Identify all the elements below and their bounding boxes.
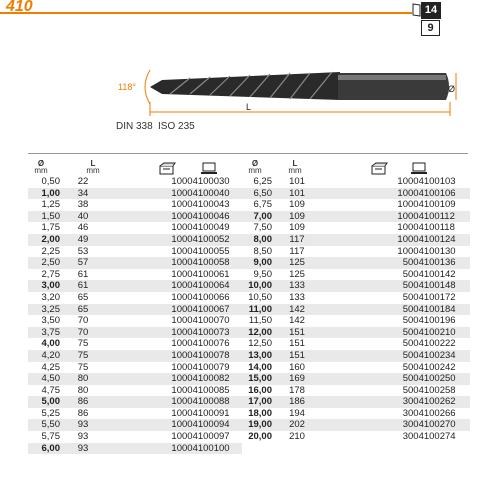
diameter-cell: 10,50 <box>248 291 272 303</box>
diameter-cell: 13,00 <box>242 350 272 362</box>
length-cell: 194 <box>289 407 305 419</box>
article-code-cell: 004100070 <box>182 315 230 327</box>
pack-qty-cell: 5 <box>402 291 408 303</box>
diameter-cell: 7,50 <box>253 222 272 234</box>
pack-qty-cell: 10 <box>106 304 182 316</box>
pack-qty-cell: 10 <box>322 234 408 246</box>
table-row <box>242 176 470 188</box>
length-cell: 178 <box>289 384 305 396</box>
table-row <box>28 327 242 339</box>
pack-qty-cell: 5 <box>402 361 408 373</box>
length-cell: 169 <box>272 373 322 385</box>
article-code-cell: 004100073 <box>182 327 242 339</box>
length-cell: 117 <box>272 234 322 246</box>
computer-icon <box>410 162 428 175</box>
article-code-cell: 004100109 <box>408 199 456 211</box>
length-cell: 75 <box>77 338 89 350</box>
pack-qty-cell: 5 <box>322 350 408 362</box>
article-code-cell: 004100172 <box>408 291 456 303</box>
length-cell: 57 <box>60 257 106 269</box>
table-row <box>28 373 242 385</box>
pack-qty-cell: 10 <box>171 384 182 396</box>
article-code-cell: 004100262 <box>408 396 470 408</box>
diameter-cell: 1,75 <box>41 222 60 234</box>
article-code-cell: 004100242 <box>408 361 456 373</box>
diameter-cell: 1,50 <box>28 211 60 223</box>
article-code-cell: 004100142 <box>408 268 456 280</box>
article-code-cell: 004100100 <box>182 443 242 455</box>
length-cell: 125 <box>272 257 322 269</box>
length-cell: 109 <box>272 211 322 223</box>
article-code-cell: 004100061 <box>182 268 230 280</box>
article-code-cell: 004100274 <box>408 431 456 443</box>
table-row <box>28 199 242 211</box>
pack-qty-cell: 10 <box>171 291 182 303</box>
drill-table-right <box>242 176 470 443</box>
table-row <box>28 315 242 327</box>
length-cell: 40 <box>60 211 106 223</box>
diameter-label: Ø <box>448 84 456 94</box>
table-row <box>28 188 242 200</box>
table-row <box>242 408 470 420</box>
length-cell: 109 <box>289 199 305 211</box>
diameter-cell: 9,00 <box>242 257 272 269</box>
pack-qty-cell: 10 <box>106 257 182 269</box>
pack-qty-cell: 10 <box>322 188 408 200</box>
article-code-cell: 004100103 <box>408 176 456 187</box>
article-code-cell: 004100088 <box>182 396 242 408</box>
diameter-cell: 20,00 <box>248 431 272 443</box>
article-code-cell: 004100097 <box>182 431 230 443</box>
length-cell: 49 <box>60 234 106 246</box>
diameter-cell: 2,25 <box>41 245 60 257</box>
length-cell: 65 <box>77 291 89 303</box>
table-row <box>242 211 470 223</box>
article-code-cell: 004100112 <box>408 211 470 223</box>
length-cell: 125 <box>289 268 305 280</box>
pack-qty-cell: 3 <box>402 407 408 419</box>
diameter-cell: 17,00 <box>242 396 272 408</box>
table-row <box>242 315 470 327</box>
length-cell: 101 <box>272 188 322 200</box>
pack-qty-cell: 10 <box>106 396 182 408</box>
pack-qty-cell: 5 <box>402 315 408 327</box>
table-row <box>28 222 242 234</box>
article-code-cell: 004100196 <box>408 315 456 327</box>
pack-qty-cell: 10 <box>171 199 182 211</box>
diameter-cell: 6,00 <box>28 443 60 455</box>
article-code-cell: 004100130 <box>408 245 456 257</box>
sub-badge: 9 <box>421 20 440 36</box>
article-code-cell: 004100030 <box>182 176 230 187</box>
diameter-cell: 12,00 <box>242 327 272 339</box>
pack-qty-cell: 10 <box>171 431 182 443</box>
package-icon <box>158 162 176 175</box>
table-row <box>28 408 242 420</box>
table-row <box>28 396 242 408</box>
article-code-cell: 004100066 <box>182 291 230 303</box>
table-row <box>242 419 470 431</box>
length-cell: 93 <box>77 431 89 443</box>
header-length-right: L mm <box>288 159 302 175</box>
standard-iso: ISO 235 <box>158 121 195 132</box>
diameter-cell: 10,00 <box>242 280 272 292</box>
length-cell: 142 <box>289 315 305 327</box>
computer-icon <box>200 162 218 175</box>
pack-qty-cell: 10 <box>106 188 182 200</box>
pack-qty-cell: 10 <box>171 245 182 257</box>
table-row <box>242 396 470 408</box>
diameter-cell: 2,00 <box>28 234 60 246</box>
pack-qty-cell: 10 <box>106 327 182 339</box>
table-row <box>242 257 470 269</box>
length-label: L <box>246 102 252 112</box>
table-row <box>28 211 242 223</box>
standard-din: DIN 338 <box>116 121 153 132</box>
diameter-cell: 3,00 <box>28 280 60 292</box>
length-cell: 75 <box>60 350 106 362</box>
pack-qty-cell: 10 <box>106 443 182 455</box>
table-row <box>28 385 242 397</box>
length-cell: 160 <box>289 361 305 373</box>
article-code-cell: 004100148 <box>408 280 470 292</box>
table-row <box>28 419 242 431</box>
article-code-cell: 004100136 <box>408 257 470 269</box>
diameter-cell: 1,25 <box>41 199 60 211</box>
diameter-cell: 4,20 <box>28 350 60 362</box>
pack-qty-cell: 5 <box>402 268 408 280</box>
pack-qty-cell: 3 <box>322 419 408 431</box>
diameter-cell: 7,00 <box>242 211 272 223</box>
pack-qty-cell: 10 <box>171 222 182 234</box>
table-row <box>242 304 470 316</box>
article-code-cell: 004100055 <box>182 245 230 257</box>
diameter-cell: 2,50 <box>28 257 60 269</box>
table-row <box>28 280 242 292</box>
pack-qty-cell: 10 <box>106 350 182 362</box>
pack-qty-cell: 5 <box>402 338 408 350</box>
pack-qty-cell: 10 <box>397 245 408 257</box>
page-badge: 14 <box>421 2 441 19</box>
length-cell: 70 <box>77 315 89 327</box>
length-cell: 22 <box>77 176 89 187</box>
length-cell: 61 <box>77 268 89 280</box>
length-cell: 80 <box>77 384 89 396</box>
article-code-cell: 004100043 <box>182 199 230 211</box>
article-code-cell: 004100049 <box>182 222 230 234</box>
diameter-cell: 15,00 <box>242 373 272 385</box>
table-row <box>242 246 470 258</box>
pack-qty-cell: 5 <box>322 304 408 316</box>
article-code-cell: 004100058 <box>182 257 242 269</box>
pack-qty-cell: 5 <box>402 384 408 396</box>
table-row <box>242 338 470 350</box>
diameter-cell: 12,50 <box>248 338 272 350</box>
table-row <box>28 176 242 188</box>
length-cell: 70 <box>60 327 106 339</box>
article-code-cell: 004100076 <box>182 338 230 350</box>
length-cell: 133 <box>272 280 322 292</box>
pack-qty-cell: 10 <box>397 176 408 187</box>
diameter-cell: 6,50 <box>242 188 272 200</box>
diameter-cell: 8,00 <box>242 234 272 246</box>
article-code-cell: 004100266 <box>408 407 456 419</box>
table-row <box>28 350 242 362</box>
length-cell: 151 <box>289 338 305 350</box>
pack-qty-cell: 10 <box>397 199 408 211</box>
diameter-cell: 11,50 <box>248 315 272 327</box>
article-code-cell: 004100046 <box>182 211 242 223</box>
article-code-cell: 004100091 <box>182 407 230 419</box>
diameter-cell: 8,50 <box>253 245 272 257</box>
diameter-cell: 9,50 <box>253 268 272 280</box>
pack-qty-cell: 10 <box>397 222 408 234</box>
table-row <box>28 443 242 455</box>
table-row <box>242 222 470 234</box>
pack-qty-cell: 10 <box>171 268 182 280</box>
table-row <box>242 350 470 362</box>
article-code-cell: 004100124 <box>408 234 470 246</box>
article-code-cell: 004100270 <box>408 419 470 431</box>
header-diameter-right: Ø mm <box>248 159 262 175</box>
angle-label: 118° <box>118 82 136 92</box>
length-cell: 93 <box>60 419 106 431</box>
table-row <box>28 362 242 374</box>
article-code-cell: 004100078 <box>182 350 242 362</box>
table-row <box>242 292 470 304</box>
length-cell: 46 <box>77 222 89 234</box>
length-cell: 151 <box>272 327 322 339</box>
pack-qty-cell: 10 <box>171 361 182 373</box>
diameter-cell: 18,00 <box>248 407 272 419</box>
pack-qty-cell: 10 <box>106 280 182 292</box>
length-cell: 202 <box>272 419 322 431</box>
article-code-cell: 004100234 <box>408 350 470 362</box>
diameter-cell: 5,50 <box>28 419 60 431</box>
diameter-cell: 4,25 <box>41 361 60 373</box>
table-row <box>242 362 470 374</box>
pack-qty-cell: 5 <box>322 280 408 292</box>
drill-table-left <box>28 176 242 454</box>
diameter-cell: 2,75 <box>41 268 60 280</box>
article-code-cell: 004100040 <box>182 188 242 200</box>
pack-qty-cell: 5 <box>322 373 408 385</box>
pack-qty-cell: 5 <box>322 257 408 269</box>
pack-qty-cell: 5 <box>322 327 408 339</box>
length-cell: 34 <box>60 188 106 200</box>
table-row <box>242 188 470 200</box>
header-rule <box>0 12 412 14</box>
article-code-cell: 004100184 <box>408 304 470 316</box>
length-cell: 80 <box>60 373 106 385</box>
diameter-cell: 3,25 <box>28 304 60 316</box>
article-code-cell: 004100094 <box>182 419 242 431</box>
diameter-cell: 16,00 <box>248 384 272 396</box>
package-icon <box>370 162 388 175</box>
length-cell: 75 <box>77 361 89 373</box>
length-cell: 53 <box>77 245 89 257</box>
pack-qty-cell: 10 <box>171 176 182 187</box>
article-code-cell: 004100085 <box>182 384 230 396</box>
diameter-cell: 19,00 <box>242 419 272 431</box>
table-row <box>28 257 242 269</box>
table-row <box>28 246 242 258</box>
length-cell: 142 <box>272 304 322 316</box>
pack-qty-cell: 10 <box>106 211 182 223</box>
article-code-cell: 004100118 <box>408 222 455 234</box>
diameter-cell: 11,00 <box>242 304 272 316</box>
header-length-left: L mm <box>86 159 100 175</box>
article-code-cell: 004100222 <box>408 338 456 350</box>
diameter-cell: 0,50 <box>41 176 60 187</box>
diameter-cell: 5,75 <box>41 431 60 443</box>
diameter-cell: 5,25 <box>41 407 60 419</box>
pack-qty-cell: 10 <box>322 211 408 223</box>
pack-qty-cell: 10 <box>171 407 182 419</box>
diameter-cell: 14,00 <box>248 361 272 373</box>
diameter-cell: 5,00 <box>28 396 60 408</box>
table-row <box>242 373 470 385</box>
diameter-cell: 4,00 <box>41 338 60 350</box>
article-code-cell: 004100258 <box>408 384 456 396</box>
header-bar <box>0 0 414 14</box>
header-diameter-left: Ø mm <box>34 159 48 175</box>
length-cell: 65 <box>60 304 106 316</box>
pack-qty-cell: 10 <box>171 338 182 350</box>
diameter-cell: 4,75 <box>41 384 60 396</box>
article-code-cell: 004100082 <box>182 373 242 385</box>
length-cell: 61 <box>60 280 106 292</box>
table-row <box>28 234 242 246</box>
article-code-cell: 004100067 <box>182 304 242 316</box>
table-row <box>28 304 242 316</box>
article-code-cell: 004100250 <box>408 373 470 385</box>
article-code-cell: 004100052 <box>182 234 242 246</box>
length-cell: 109 <box>289 222 305 234</box>
article-code-cell: 004100210 <box>408 327 470 339</box>
table-row <box>242 269 470 281</box>
pack-qty-cell: 10 <box>171 315 182 327</box>
article-code-cell: 004100106 <box>408 188 470 200</box>
table-row <box>28 269 242 281</box>
table-row <box>28 338 242 350</box>
diameter-cell: 4,50 <box>28 373 60 385</box>
diameter-cell: 3,50 <box>41 315 60 327</box>
table-row <box>242 280 470 292</box>
diameter-cell: 1,00 <box>28 188 60 200</box>
table-row <box>242 327 470 339</box>
length-cell: 93 <box>60 443 106 455</box>
diameter-cell: 3,75 <box>28 327 60 339</box>
drill-bit-drawing <box>110 62 470 152</box>
length-cell: 186 <box>272 396 322 408</box>
pack-qty-cell: 10 <box>106 373 182 385</box>
length-cell: 210 <box>289 431 305 443</box>
table-row <box>242 385 470 397</box>
pack-qty-cell: 10 <box>106 234 182 246</box>
pack-qty-cell: 10 <box>106 419 182 431</box>
length-cell: 151 <box>272 350 322 362</box>
pack-qty-cell: 3 <box>322 396 408 408</box>
product-code: 410 <box>6 0 33 15</box>
diameter-cell: 6,25 <box>253 176 272 187</box>
length-cell: 101 <box>289 176 305 187</box>
diameter-cell: 6,75 <box>253 199 272 211</box>
table-row <box>242 234 470 246</box>
table-row <box>28 292 242 304</box>
length-cell: 117 <box>289 245 305 257</box>
table-row <box>28 431 242 443</box>
article-code-cell: 004100064 <box>182 280 242 292</box>
length-cell: 38 <box>77 199 89 211</box>
table-top-rule <box>28 153 468 154</box>
length-cell: 133 <box>289 291 305 303</box>
table-row <box>242 199 470 211</box>
length-cell: 86 <box>60 396 106 408</box>
pack-qty-cell: 3 <box>402 431 408 443</box>
article-code-cell: 004100079 <box>182 361 230 373</box>
diameter-cell: 3,20 <box>41 291 60 303</box>
table-row <box>242 431 470 443</box>
length-cell: 86 <box>77 407 89 419</box>
